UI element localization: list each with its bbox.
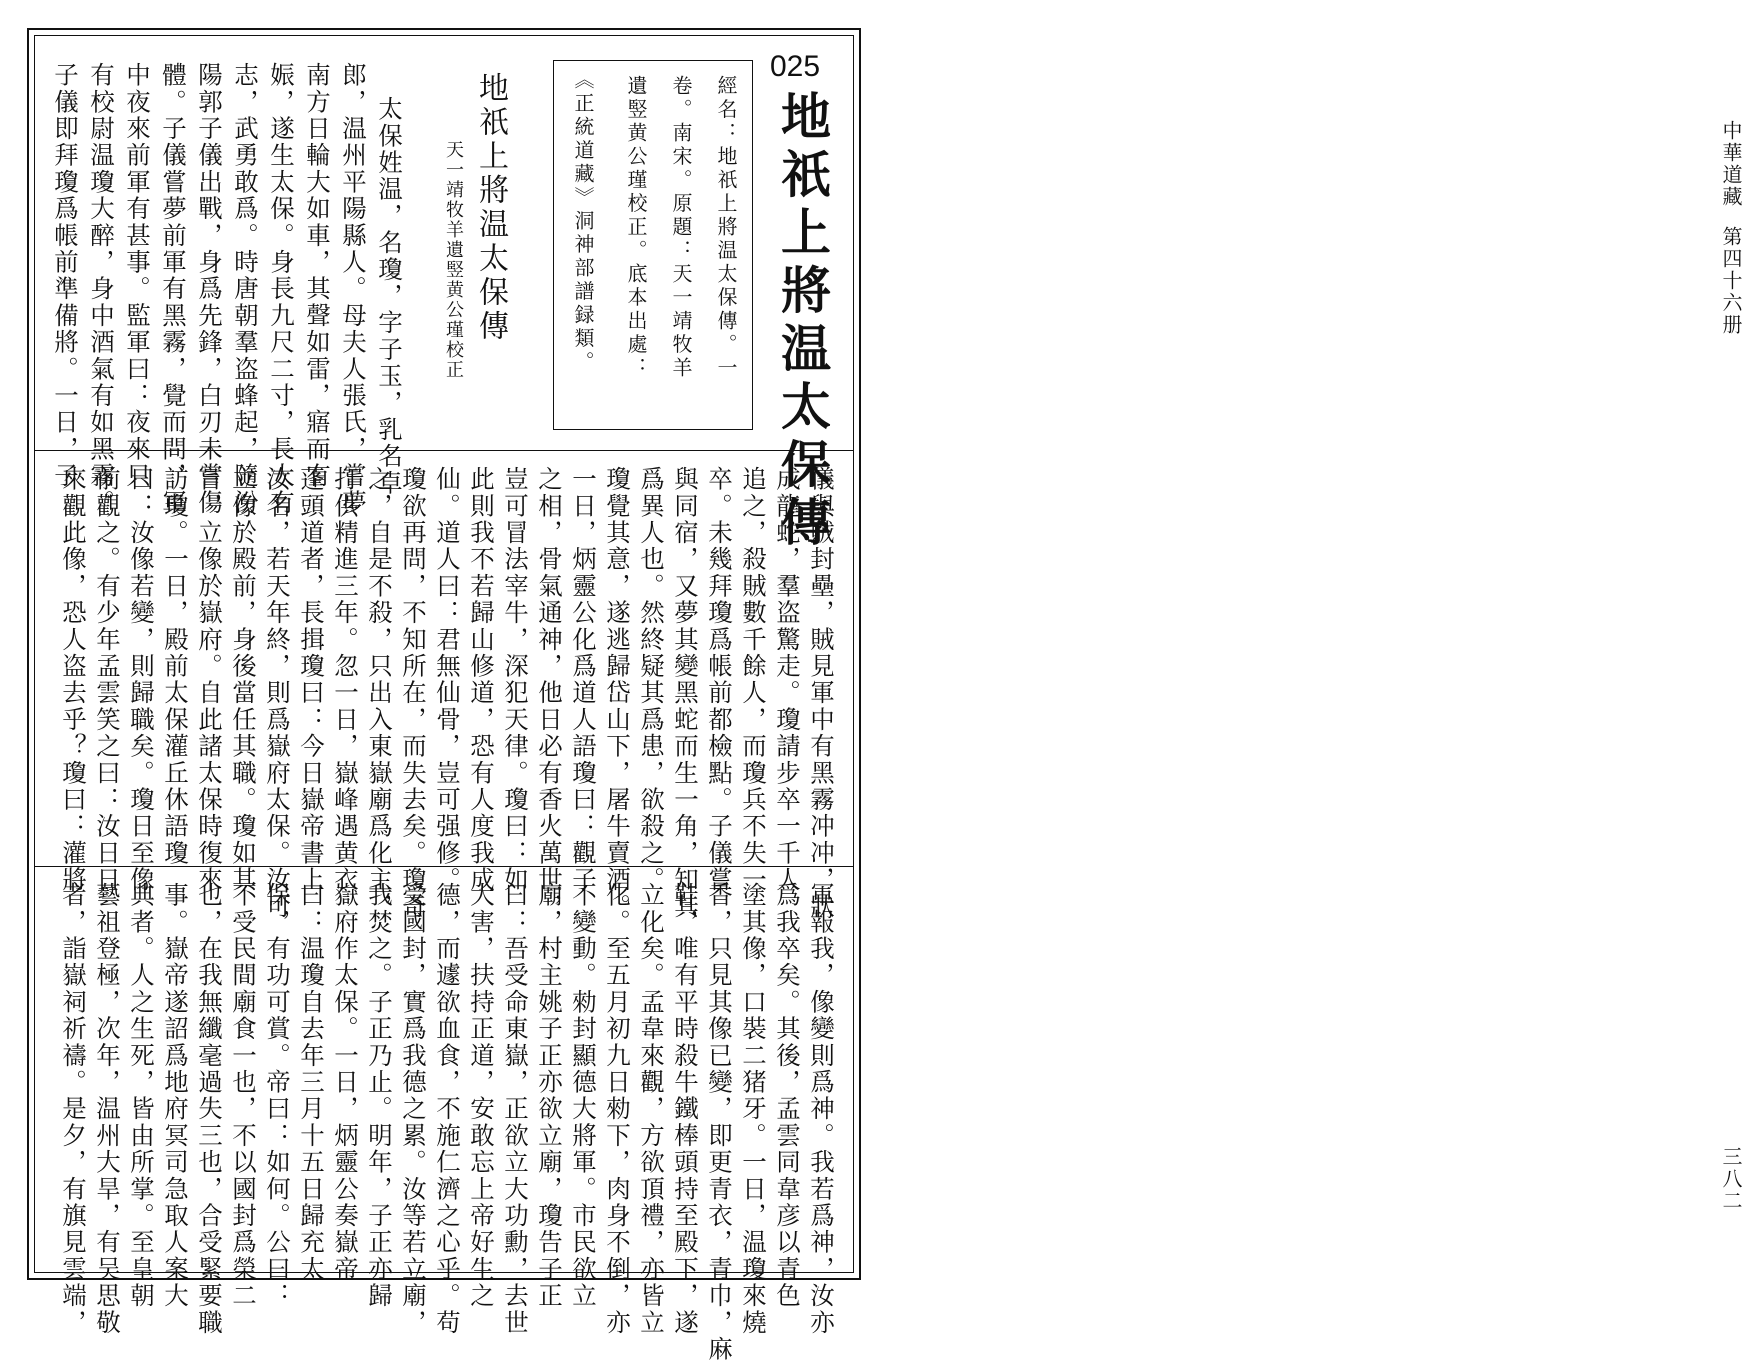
volume-label: 第四十六册: [1719, 226, 1743, 336]
attribution: 天一靖牧羊遺竪黄公瑾校正: [443, 140, 464, 380]
text-column: 我焚之。子正乃止。明年，子正亦歸: [365, 882, 394, 1310]
text-column: 大害，扶持正道，安敢忘上帝好生之: [467, 882, 496, 1310]
text-column: 曰：吾受命東嶽，正欲立大功勳，去世: [501, 882, 530, 1336]
text-column: 與同宿，又夢其變黑蛇而生一角，知其: [671, 466, 700, 920]
text-column: 瓊欲再問，不知所在，而失去矣。瓊奇: [399, 466, 428, 920]
text-column: 前觀之。有少年孟雲笑之曰：汝日日: [93, 466, 122, 894]
text-column: 蓬頭道者，長揖瓊曰：今日嶽帝書上: [297, 466, 326, 894]
entry-title: 地祇上將温太保傳: [773, 90, 832, 554]
text-column: 化。至五月初九日勑下，肉身不倒，亦: [603, 882, 632, 1336]
text-column: 此則我不若歸山修道，恐有人度我成: [467, 466, 496, 894]
text-column: 卒。未幾拜瓊爲帳前都檢點。子儀嘗: [705, 466, 734, 894]
text-column: 郎，温州平陽縣人。母夫人張氏，嘗夢: [339, 62, 368, 516]
info-box: [553, 60, 753, 430]
text-column: 德，而遽欲血食，不施仁濟之心乎。苟: [433, 882, 462, 1336]
text-column: 保，有功可賞。帝曰：如何。公曰：: [263, 882, 292, 1310]
text-column: 軍報我，像變則爲神。我若爲神，汝亦: [807, 882, 836, 1336]
text-column: 典者。人之生死，皆由所掌。至皇朝: [127, 882, 156, 1310]
text-column: 爲我卒矣。其後，孟雲同韋彦以青色: [773, 882, 802, 1310]
text-column: 南方日輪大如車，其聲如雷，寤而有: [303, 62, 332, 490]
text-column: 者，詣嶽祠祈禱。是夕，有旗見雲端，: [59, 882, 88, 1336]
text-column: 言，立像於嶽府。自此諸太保時復來: [195, 466, 224, 894]
text-column: 成龍蛇，羣盗驚走。瓊請步卒一千人: [773, 466, 802, 894]
text-column: 鞋，唯有平時殺牛鐵棒頭持至殿下，遂: [671, 882, 700, 1336]
text-column: 有校尉温瓊大醉，身中酒氣有如黑霧。: [87, 62, 116, 516]
entry-number: 025: [770, 50, 821, 83]
info-line: 遺竪黄公瑾校正。底本出處：: [624, 75, 648, 381]
text-column: 娠，遂生太保。身長九尺二寸，長大有: [267, 62, 296, 516]
text-column: 打供精進三年。忽一日，嶽峰遇黄衣: [331, 466, 360, 894]
text-column: 之相，骨氣通神，他日必有香火萬世，: [535, 466, 564, 920]
text-column: 立化矣。孟韋來觀，方欲頂禮，亦皆立: [637, 882, 666, 1336]
text-column: 追之，殺賊數千餘人，而瓊兵不失一: [739, 466, 768, 894]
text-column: 儀與賊封壘，賊見軍中有黑霧冲冲，狀: [807, 466, 836, 920]
info-line: 經名：地祇上將温太保傳。一: [714, 75, 738, 381]
text-column: 香，只見其像已變，即更青衣，青巾，麻: [705, 882, 734, 1363]
info-line: 《正統道藏》洞神部譜録類。: [571, 69, 595, 375]
text-column: 一日，炳靈公化爲道人語瓊曰：觀子: [569, 466, 598, 894]
text-column: 受國封，實爲我德之累。汝等若立廟，: [399, 882, 428, 1336]
text-column: 曰：温瓊自去年三月十五日歸充太: [297, 882, 326, 1283]
running-header: [855, 0, 1743, 1300]
text-column: 中夜來前軍有甚事。監軍曰：夜來只: [123, 62, 152, 490]
text-column: 立像於殿前，身後當任其職。瓊如其: [229, 466, 258, 894]
text-column: 太保姓温，名瓊，字子玉，乳名卓: [375, 96, 404, 497]
text-column: 汝名，若天年終，則爲嶽府太保。汝可: [263, 466, 292, 920]
text-column: 塗其像，口裝二猪牙。一日，温瓊來燒: [739, 882, 768, 1336]
text-column: 不變動。勑封顯德大將軍。市民欲立: [569, 882, 598, 1310]
text-column: 訪瓊。一日，殿前太保灌丘休語瓊: [161, 466, 190, 867]
text-column: 廟，村主姚子正亦欲立廟，瓊告子正: [535, 882, 564, 1310]
text-column: 嶽府作太保。一日，炳靈公奏嶽帝: [331, 882, 360, 1283]
text-column: 陽郭子儀出戰，身爲先鋒，白刃未嘗傷: [195, 62, 224, 516]
text-column: 體。子儀嘗夢前軍有黑霧，覺而問，軍: [159, 62, 188, 516]
text-column: 來觀此像，恐人盗去乎？瓊曰：灌將: [59, 466, 88, 894]
text-column: 豈可冒法宰牛，深犯天律。瓊曰：如: [501, 466, 530, 894]
text-column: 爲異人也。然終疑其爲患，欲殺之。: [637, 466, 666, 894]
text-column: 仙。道人曰：君無仙骨，豈可强修。: [433, 466, 462, 894]
text-column: 也，在我無纖毫過失三也，合受緊要職: [195, 882, 224, 1336]
text-column: 事。嶽帝遂詔爲地府冥司急取人案大: [161, 882, 190, 1310]
text-column: 藝祖登極，次年，温州大旱，有吴思敬: [93, 882, 122, 1336]
text-column: 瓊覺其意，遂逃歸岱山下，屠牛賣酒。: [603, 466, 632, 920]
text-column: 曰：汝像若變，則歸職矣。瓊日至像: [127, 466, 156, 894]
text-column: 不受民間廟食一也，不以國封爲榮二: [229, 882, 258, 1310]
text-column: 之，自是不殺，只出入東嶽廟爲化主，: [365, 466, 394, 920]
text-column: 子儀即拜瓊爲帳前準備將。一日，子: [51, 62, 80, 490]
text-column: 志，武勇敢爲。時唐朝羣盗蜂起，隨汾: [231, 62, 260, 516]
collection-name: 中華道藏: [1719, 120, 1743, 208]
page-number: 三八二: [1719, 1146, 1743, 1212]
text-title: 地祇上將温太保傳: [473, 72, 508, 344]
info-line: 卷。南宋。原題：天一靖牧羊: [669, 75, 693, 381]
